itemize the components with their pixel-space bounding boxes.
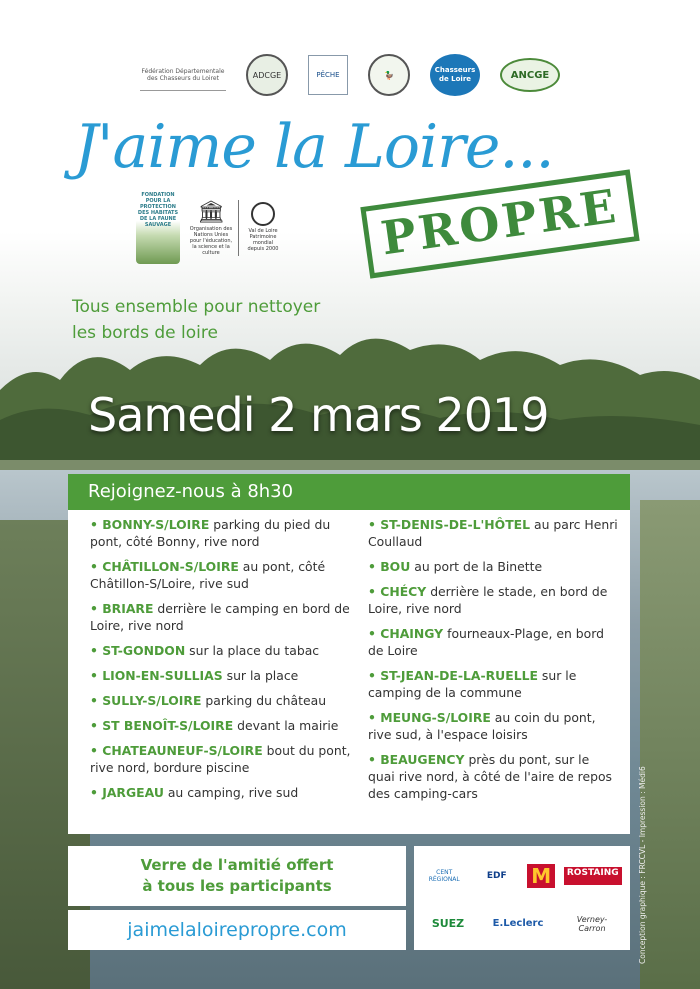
town-name: ST BENOÎT-S/LOIRE <box>102 718 234 733</box>
meeting-place: au pont, côté Châtillon-S/Loire, rive sud <box>90 559 326 591</box>
meeting-place: derrière le stade, en bord de Loire, rive nord <box>368 584 608 616</box>
unesco-logo-icon <box>188 200 239 256</box>
page-title: J'aime la Loire... <box>74 112 554 182</box>
fdc-logo-icon: Fédération Départementale des Chasseurs du Loiret <box>140 60 226 91</box>
town-name: BEAUGENCY <box>380 752 465 767</box>
meeting-place: sur le camping de la commune <box>368 668 577 700</box>
meeting-points-panel <box>68 474 630 834</box>
bullet-icon: • <box>90 693 103 708</box>
propre-stamp: PROPRE <box>360 169 639 278</box>
bullet-icon: • <box>368 668 381 683</box>
meeting-point-item <box>90 667 360 684</box>
val-de-loire-logo-icon <box>247 200 279 256</box>
event-date: Samedi 2 mars 2019 <box>88 388 549 442</box>
peche-label: PÊCHE <box>316 71 340 79</box>
website-link[interactable]: jaimelaloirepropre.com <box>68 910 406 950</box>
town-name: LION-EN-SULLIAS <box>102 668 223 683</box>
round-bird-logo-icon: 🦆 <box>368 54 410 96</box>
heritage-icon <box>251 202 275 226</box>
verre-line-2: à tous les participants <box>142 877 332 895</box>
meeting-place: derrière le camping en bord de Loire, rive nord <box>90 601 350 633</box>
town-name: SULLY-S/LOIRE <box>102 693 202 708</box>
bullet-icon: • <box>368 559 381 574</box>
bullet-icon: • <box>90 601 103 616</box>
subtitle <box>72 294 320 346</box>
chasseurs-de-loire-logo-icon: Chasseurs de Loire <box>430 54 480 96</box>
meeting-point-item <box>368 558 618 575</box>
meeting-point-item <box>90 784 360 801</box>
ancge-logo-icon: ANCGE <box>500 58 560 92</box>
bullet-icon: • <box>368 517 381 532</box>
town-name: ST-DENIS-DE-L'HÔTEL <box>380 517 531 532</box>
meeting-place: près du pont, sur le quai rive nord, à côté de l'aire de repos des camping-cars <box>368 752 612 801</box>
meeting-place: au parc Henri Coullaud <box>368 517 618 549</box>
meeting-point-item <box>368 751 618 802</box>
panel-heading: Rejoignez-nous à 8h30 <box>68 474 630 510</box>
meeting-place: bout du pont, rive nord, bordure piscine <box>90 743 351 775</box>
right-bank <box>640 500 700 989</box>
meeting-point-item <box>368 709 618 743</box>
meeting-point-item <box>90 516 360 550</box>
bullet-icon: • <box>90 643 103 658</box>
meeting-point-item <box>90 692 360 709</box>
bullet-icon: • <box>368 584 381 599</box>
subtitle-line-1: Tous ensemble pour nettoyer <box>72 297 321 317</box>
town-name: CHÂTILLON-S/LOIRE <box>102 559 239 574</box>
verre-line-1: Verre de l'amitié offert <box>140 856 334 874</box>
rostaing-logo-icon: ROSTAING <box>564 867 622 885</box>
bullet-icon: • <box>90 559 103 574</box>
town-name: JARGEAU <box>102 785 164 800</box>
meeting-point-item <box>368 583 618 617</box>
fondation-logo-icon: FONDATION POUR LA PROTECTION DES HABITATS DE LA FAUNE SAUVAGE <box>136 192 180 264</box>
meeting-point-item <box>368 516 618 550</box>
meeting-point-item <box>368 625 618 659</box>
meeting-place: au coin du pont, rive sud, à l'espace loisirs <box>368 710 596 742</box>
val-label: Val de Loire Patrimoine mondial depuis 2000 <box>247 228 279 252</box>
leclerc-logo-icon: E.Leclerc <box>492 918 544 929</box>
mcdonalds-logo-icon: M <box>527 864 555 888</box>
verre-amitie-box <box>68 846 406 906</box>
meeting-point-item <box>90 717 360 734</box>
town-name: BRIARE <box>102 601 154 616</box>
town-name: CHAINGY <box>380 626 444 641</box>
round-seal-logo-icon: ADCGE <box>246 54 288 96</box>
peche-logo-icon <box>308 55 348 95</box>
conservatoire-logo-icon: CENT RÉGIONAL <box>428 868 460 883</box>
bullet-icon: • <box>90 668 103 683</box>
right-column <box>360 516 618 810</box>
meeting-place: au port de la Binette <box>414 559 543 574</box>
bullet-icon: • <box>90 743 103 758</box>
town-name: ST-GONDON <box>102 643 186 658</box>
meeting-place: parking du château <box>205 693 327 708</box>
meeting-place: au camping, rive sud <box>167 785 299 800</box>
town-name: MEUNG-S/LOIRE <box>380 710 491 725</box>
town-name: BOU <box>380 559 411 574</box>
town-name: ST-JEAN-DE-LA-RUELLE <box>380 668 538 683</box>
bullet-icon: • <box>90 517 103 532</box>
credit-text: Conception graphique : FRCCVL - Impression : Médi6 <box>638 766 647 964</box>
bullet-icon: • <box>90 718 103 733</box>
meeting-point-item <box>368 667 618 701</box>
sponsor-logos <box>414 846 630 950</box>
verney-carron-logo-icon: Verney-Carron <box>576 914 608 933</box>
top-logos <box>140 52 560 98</box>
meeting-place: parking du pied du pont, côté Bonny, rive nord <box>90 517 331 549</box>
meeting-point-item <box>90 558 360 592</box>
town-name: CHATEAUNEUF-S/LOIRE <box>102 743 263 758</box>
unesco-label: Organisation des Nations Unies pour l'éducation, la science et la culture <box>189 226 233 256</box>
suez-logo-icon: SUEZ <box>431 917 465 930</box>
meeting-point-item <box>90 742 360 776</box>
subtitle-line-2: les bords de loire <box>72 323 218 343</box>
bullet-icon: • <box>368 710 381 725</box>
meeting-place: devant la mairie <box>237 718 339 733</box>
bullet-icon: • <box>90 785 103 800</box>
meeting-place: sur la place du tabac <box>189 643 320 658</box>
meeting-point-item <box>90 600 360 634</box>
left-column <box>90 516 360 810</box>
temple-icon: 🏛 <box>197 200 225 225</box>
meeting-point-item <box>90 642 360 659</box>
partner-logos <box>136 192 279 264</box>
edf-logo-icon: EDF <box>486 870 507 881</box>
bullet-icon: • <box>368 752 381 767</box>
meeting-place: fourneaux-Plage, en bord de Loire <box>368 626 604 658</box>
bullet-icon: • <box>368 626 381 641</box>
town-name: CHÉCY <box>380 584 427 599</box>
meeting-place: sur la place <box>226 668 299 683</box>
town-name: BONNY-S/LOIRE <box>102 517 210 532</box>
